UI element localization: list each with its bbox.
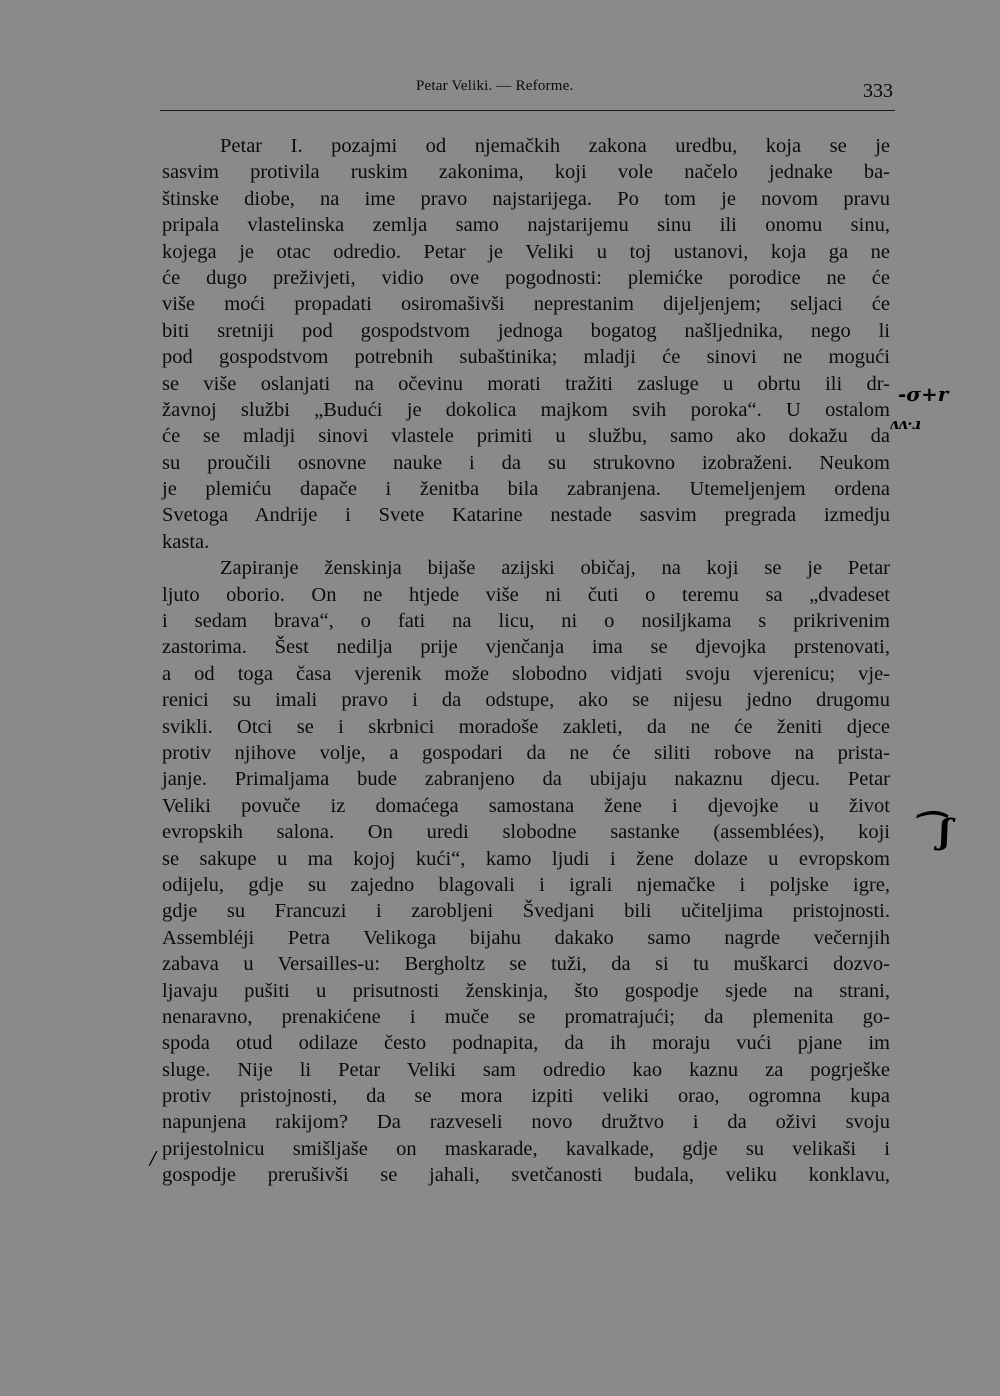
text-line: sasvim protivila ruskim zakonima, koji vole načelo jednake ba- [162, 161, 890, 184]
text-line: spoda otud odilaze često podnapita, da ih moraju vući pjane im [162, 1032, 890, 1055]
text-line: protiv njihove volje, a gospodari da ne će siliti robove na prista- [162, 741, 890, 764]
text-line: odijelu, gdje su zajedno blagovali i igrali njemačke i poljske igre, [162, 873, 890, 896]
text-line: Svetoga Andrije i Svete Katarine nestade sasvim pregrada izmedju [162, 504, 890, 527]
handwritten-margin-note: / [150, 1148, 157, 1169]
text-line: zastorima. Šest nedilja prije vjenčanja ima se djevojka prstenovati, [162, 636, 890, 659]
text-line: ljavaju pušiti u prisutnosti ženskinja, što gospodje sjede na strani, [162, 979, 890, 1002]
page-header [160, 74, 895, 111]
text-line: su proučili osnovne nauke i da su strukovno izobraženi. Neukom [162, 451, 890, 474]
text-line: više moći propadati osiromašivši neprestanim dijeljenjem; seljaci će [162, 293, 890, 316]
text-line: Assembléji Petra Velikoga bijahu dakako samo nagrde večernjih [162, 926, 890, 949]
text-line: je plemiću dapače i ženitba bila zabranjena. Utemeljenjem ordena [162, 478, 890, 501]
text-line: kojega je otac odredio. Petar je Veliki u toj ustanovi, koja ga ne [162, 240, 890, 263]
text-line: i sedam brava“, o fati na licu, ni o nosiljkama s prikrivenim [162, 610, 890, 633]
text-line: gospodje prerušivši se jahali, svetčanosti budala, veliku konklavu, [162, 1164, 890, 1187]
text-line: Zapiranje ženskinja bijaše azijski običaj, na koji se je Petar [220, 557, 890, 580]
text-line: napunjena rakijom? Da razveseli novo družtvo i da oživi svoju [162, 1111, 890, 1134]
handwritten-margin-note: ʌʌ·ɹ [890, 415, 922, 433]
text-line: renici su imali pravo i da odstupe, ako se nijesu jedno drugomu [162, 689, 890, 712]
text-line: protiv pristojnosti, da se mora izpiti veliki orao, ogromna kupa [162, 1085, 890, 1108]
body-text [162, 133, 890, 1189]
text-line: biti sretniji pod gospodstvom jednoga bogatog našljednika, nego li [162, 319, 890, 342]
handwritten-margin-note: ⁀ʃ [912, 812, 951, 852]
text-line: Petar I. pozajmi od njemačkih zakona uredbu, koja se je [220, 135, 890, 157]
running-title: Petar Veliki. — Reforme. [416, 78, 574, 94]
text-line: svikli. Otci se i skrbnici moradoše zakleti, da ne će ženiti djece [162, 715, 890, 738]
text-line: prijestolnicu smišljaše on maskarade, kavalkade, gdje su velikaši i [162, 1137, 890, 1160]
text-line: štinske diobe, na ime pravo najstarijega. Po tom je novom pravu [162, 187, 890, 210]
text-line: žavnoj službi „Budući je dokolica majkom svih poroka“. U ostalom [162, 398, 890, 421]
text-line: pod gospodstvom potrebnih subaštinika; mladji će sinovi ne mogući [162, 346, 890, 369]
text-line: nenaravno, prenakićene i muče se promatrajući; da plemenita go- [162, 1005, 890, 1028]
text-line: zabava u Versailles-u: Bergholtz se tuži, da si tu muškarci dozvo- [162, 953, 890, 976]
handwritten-margin-note: -σ+r [898, 382, 949, 406]
text-line: sluge. Nije li Petar Veliki sam odredio kao kaznu za pogrješke [162, 1058, 890, 1081]
text-line: gdje su Francuzi i zarobljeni Švedjani bili učiteljima pristojnosti. [162, 900, 890, 923]
text-line: se više oslanjati na očevinu morati tražiti zasluge u obrtu ili dr- [162, 372, 890, 395]
text-line: a od toga časa vjerenik može slobodno vidjati svoju vjerenicu; vje- [162, 662, 890, 685]
text-line: će dugo preživjeti, vidio ove pogodnosti: plemićke porodice ne će [162, 266, 890, 289]
text-line: janje. Primaljama bude zabranjeno da ubijaju nakaznu djecu. Petar [162, 768, 890, 791]
text-line: evropskih salona. On uredi slobodne sastanke (assemblées), koji [162, 821, 890, 844]
text-line: će se mladji sinovi vlastele primiti u službu, samo ako dokažu da [162, 425, 890, 448]
text-line: se sakupe u ma kojoj kući“, kamo ljudi i žene dolaze u evropskom [162, 847, 890, 870]
text-line: pripala vlastelinska zemlja samo najstarijemu sinu ili onomu sinu, [162, 214, 890, 237]
text-line: ljuto oborio. On ne htjede više ni čuti o teremu sa „dvadeset [162, 583, 890, 606]
text-line: Veliki povuče iz domaćega samostana žene i djevojke u život [162, 794, 890, 817]
text-line: kasta. [162, 530, 210, 553]
page-number: 333 [863, 80, 893, 102]
